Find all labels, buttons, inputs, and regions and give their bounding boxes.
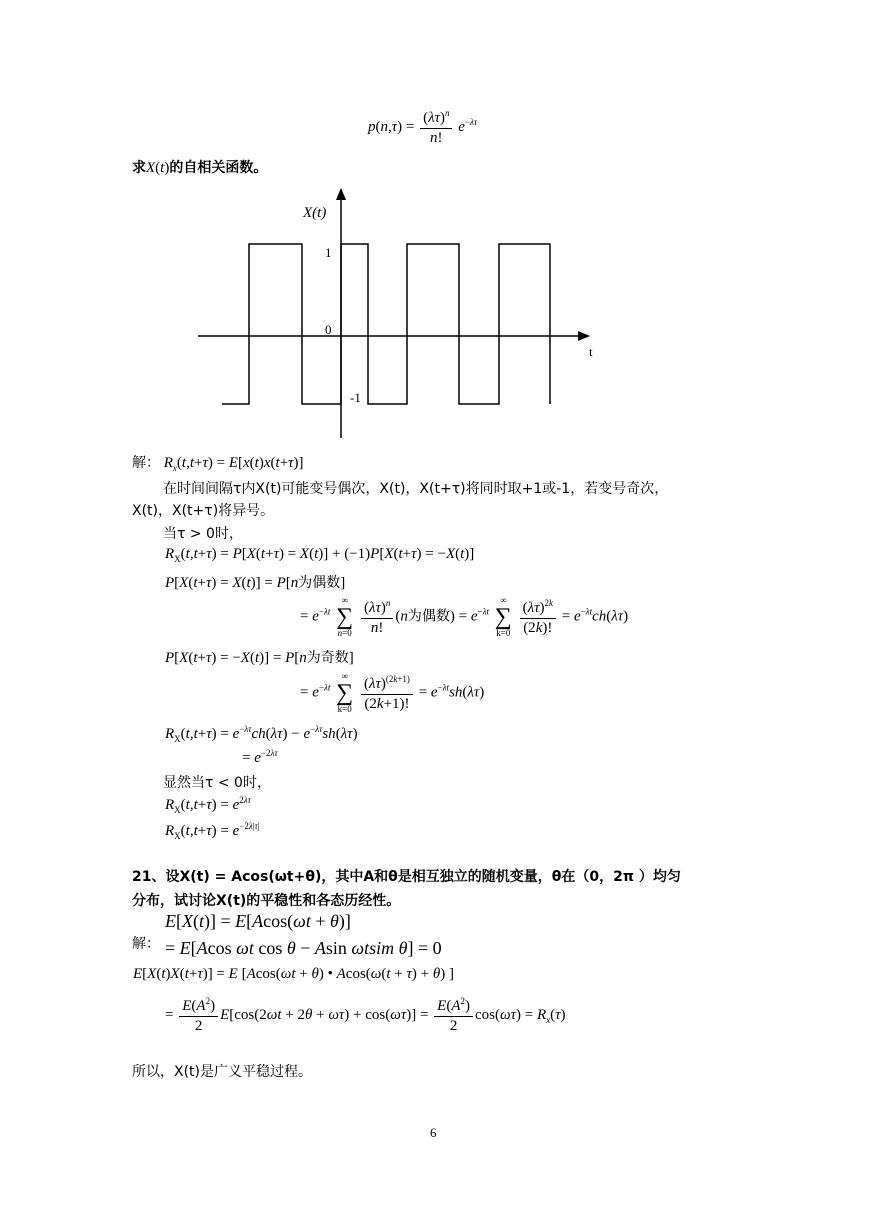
question-prefix: 求 <box>132 160 146 176</box>
graph-tick-neg1: -1 <box>350 390 361 405</box>
eq-autocorr-1: E[X(t)X(t+τ)] = E [Acos(ωt + θ) • Acos(ω(t + τ) + θ) ] <box>133 966 454 982</box>
eq-p-odd: P[X(t+τ) = −X(t)] = P[n为奇数] <box>165 650 354 666</box>
eq-p-even: P[X(t+τ) = X(t)] = P[n为偶数] <box>165 575 346 591</box>
q21-solution-label: 解： <box>132 936 160 952</box>
odd-label: 为奇数 <box>306 650 349 666</box>
eq-rx-abs: $R_X(t,t+\tau) = e^{-2\lambda|\tau|}$ <box>165 821 260 841</box>
obvious-line: 显然当τ < 0时， <box>163 775 271 791</box>
square-wave <box>222 244 550 404</box>
even-label-1: 为偶数 <box>298 575 341 591</box>
formula-poisson: p(n,τ) = $\frac{(\lambda\tau)^n}{n!}$ $e^{-\lambda\tau}$ <box>368 108 478 146</box>
solution-para1: 在时间间隔τ内X(t)可能变号偶次，X(t)，X(t+τ)将同时取+1或-1，若变号奇次， <box>163 481 669 497</box>
q21-text1: 设X(t) = Acos(ωt+θ)，其中A和θ是相互独立的随机变量，θ在（0，2π ）均匀 <box>165 869 681 885</box>
page-number: 6 <box>430 1125 437 1140</box>
eq-rx-def: $R_X(t,t+\tau) = P[X(t+\tau) = X(t)] + (-1)P[X(t+\tau) = -X(t)]$ <box>165 546 475 564</box>
graph-tick-0: 0 <box>325 322 332 337</box>
when-positive: 当τ > 0时， <box>163 526 243 542</box>
eq-mean-2: = E[Acos ωt cos θ − Asin ωtsim θ] = 0 <box>165 938 442 958</box>
eq-rx-result: $R_X(t,t+\tau) = e^{-\lambda\tau}ch(\lambda\tau) - e^{-\lambda\tau}sh(\lambda\tau)$ <box>165 724 358 744</box>
solution-label: 解： <box>132 455 160 471</box>
question-text: 的自相关函数。 <box>169 160 268 176</box>
q21-line1 <box>132 866 681 886</box>
y-axis-arrow <box>336 188 346 200</box>
eq-autocorr-2: = $\frac{E(A^2)}{2}$ E[cos(2ωt + 2θ + ωτ) + cos(ωτ)] = $\frac{E(A^2)}{2}$ $\cos(\omega\tau) = R_x(\tau)$ <box>165 996 566 1034</box>
graph-tick-1: 1 <box>325 245 332 260</box>
q21-number: 21、 <box>132 869 166 885</box>
eq-sum-even: = $e^{-\lambda t}$ ∞ ∑ n=0 $\frac{(\lambda\tau)^n}{n!}$ (n为偶数) = $e^{-\lambda t}$ ∞ ∑ k=0 $\frac{(\lambda\tau)^{2k}}{(2k)!}$ = $e^{-\lambda t}ch(\lambda\tau)$ <box>300 595 629 638</box>
eq-mean-1: E[X(t)] = E[Acos(ωt + θ)] <box>165 911 351 931</box>
eq-rx-neg: $R_X(t,t+\tau) = e^{2\lambda\tau}$ <box>165 795 251 815</box>
solution-para2: X(t)，X(t+τ)将异号。 <box>132 503 275 519</box>
graph-ylabel: X(t) <box>303 205 327 221</box>
eq-sum-odd: = $e^{-\lambda t}$ ∞ ∑ k=0 $\frac{(\lambda\tau)^{(2k+1)}}{(2k+1)!}$ = $e^{-\lambda t}sh(\lambda\tau)$ <box>300 671 485 714</box>
x-axis-arrow <box>578 331 590 341</box>
conclusion: 所以，X(t)是广义平稳过程。 <box>132 1064 313 1080</box>
question-line: 求X(t)的自相关函数。 <box>132 160 268 176</box>
graph-xlabel: t <box>589 344 593 359</box>
eq-rx-simplified: = $e^{-2\lambda\tau}$ <box>242 748 278 766</box>
q21-text2: 分布，试讨论X(t)的平稳性和各态历经性。 <box>132 893 401 909</box>
solution-line1: 解： $R_x(t,t+\tau) = E[x(t)x(t+\tau)]$ <box>132 455 304 473</box>
